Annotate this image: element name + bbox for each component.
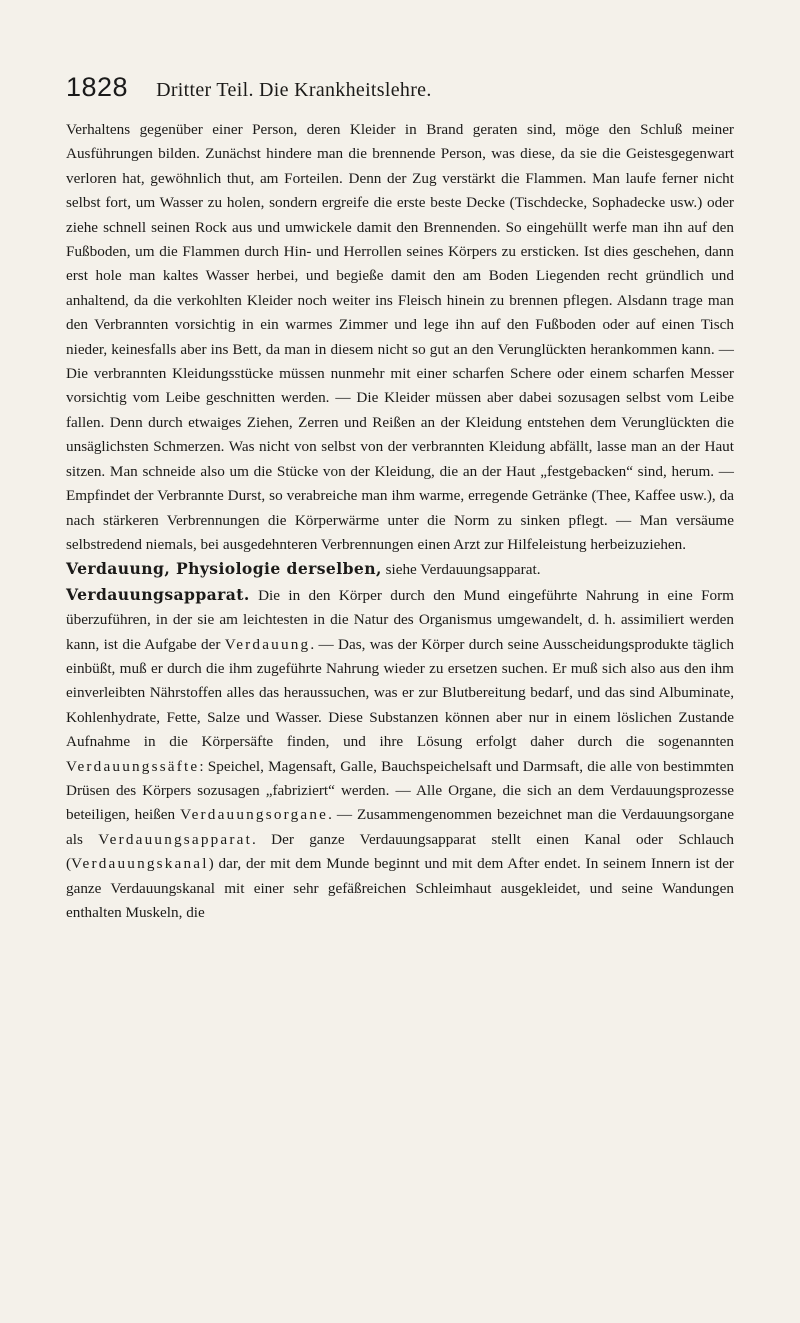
- page-header: [66, 72, 734, 112]
- cross-reference-text: siehe Verdauungsapparat.: [381, 561, 541, 579]
- emphasis-verdauungsorgane: Verdauungsorgane: [180, 806, 329, 824]
- entry-verdauungsapparat: [66, 583, 734, 926]
- body-text: [66, 118, 734, 925]
- entry-text-part-5: . Der ganze Verdauungsapparat stellt einen Kanal oder Schlauch (: [66, 830, 734, 873]
- emphasis-verdauungsapparat: Verdauungsapparat: [98, 830, 252, 848]
- emphasis-verdauung: Verdauung: [224, 635, 311, 653]
- entry-text-part-4: . — Zusammengenommen bezeichnet man die Verdauungsorgane als: [66, 806, 734, 848]
- headword-verdauungsapparat: Verdauungsapparat.: [66, 584, 250, 604]
- paragraph-burn-first-aid: Verhaltens gegenüber einer Person, deren Kleider in Brand geraten sind, möge den Schluß meiner Ausführungen bilden. Zunächst hindere man die brennende Person, was diese, da sie die Geistesgegenwart verloren hat, gewöhnlich thut, am Forteilen. Denn der Zug verstärkt die Flammen. Man laufe ferner nicht selbst fort, um Wasser zu holen, sondern ergreife die erste beste Decke (Tischdecke, Sophadecke usw.) oder ziehe schnell seinen Rock aus und umwickele damit den Brennenden. So eingehüllt werfe man ihn auf den Fußboden, um die Flammen durch Hin- und Herrollen seines Körpers zu ersticken. Ist dies geschehen, dann erst hole man kaltes Wasser herbei, und begieße damit den am Boden Liegenden recht gründlich und anhaltend, da die verkohlten Kleider noch weiter ins Fleisch hinein zu brennen pflegen. Alsdann trage man den Verbrannten vorsichtig in ein warmes Zimmer und lege ihn auf den Fußboden oder auf einen Tisch nieder, keinesfalls aber ins Bett, da man in diesem nicht so gut an den Verunglückten herankommen kann. — Die verbrannten Kleidungsstücke müssen nunmehr mit einer scharfen Schere oder einem scharfen Messer vorsichtig vom Leibe geschnitten werden. — Die Kleider müssen aber dabei sozusagen selbst vom Leibe fallen. Denn durch etwaiges Ziehen, Zerren und Reißen an der Kleidung entstehen dem Verunglückten die unsäglichsten Schmerzen. Was nicht von selbst von der verbrannten Kleidung abfällt, lasse man an der Haut sitzen. Man schneide also um die Stücke von der Kleidung, die an der Haut „festgebacken“ sind, herum. — Empfindet der Verbrannte Durst, so verabreiche man ihm warme, erregende Getränke (Thee, Kaffee usw.), da nach stärkeren Verbrennungen die Körperwärme unter die Norm zu sinken pflegt. — Man versäume selbstredend niemals, bei ausgedehnteren Verbrennungen einen Arzt zur Hilfeleistung herbeizuziehen.: [66, 121, 734, 553]
- entry-text-part-6: ) dar, der mit dem Munde beginnt und mit dem After endet. In seinem Innern ist der ganze Verdauungskanal mit einer sehr gefäßreichen Schleimhaut ausgekleidet, und seine Wandungen enthalten Muskeln, die: [66, 855, 734, 921]
- emphasis-verdauungssaefte: Verdauungssäfte: [66, 757, 200, 775]
- page-number: 1828: [66, 72, 129, 102]
- running-head: Dritter Teil. Die Krankheitslehre.: [156, 79, 432, 101]
- entry-text-part-3: : Speichel, Magensaft, Galle, Bauchspeichelsaft und Darmsaft, die alle von bestimmten Drüsen des Körpers sozusagen „fabriziert“ werden. — Alle Organe, die sich an dem Verdauungsprozesse beteiligen, heißen: [66, 757, 734, 824]
- entry-text-part-2: . — Das, was der Körper durch seine Ausscheidungsprodukte täglich einbüßt, muß er durch die ihm zugeführte Nahrung wieder zu ersetzen suchen. Er muß sich also aus den ihm einverleibten Nährstoffen alles das heraussuchen, was er zur Blutbereitung bedarf, und das sind Albuminate, Kohlenhydrate, Fette, Salze und Wasser. Diese Substanzen können aber nur in einem löslichen Zustande Aufnahme in die Körpersäfte finden, und ihre Lösung erfolgt daher durch die sogenannten: [66, 635, 734, 751]
- headword-verdauung: Verdauung, Physiologie derselben,: [66, 559, 382, 579]
- emphasis-verdauungskanal: Verdauungskanal: [71, 855, 209, 873]
- entry-text-part-1: Die in den Körper durch den Mund eingeführte Nahrung in eine Form überzuführen, in der sie am leichtesten in die Natur des Organismus umgewandelt, d. h. assimiliert werden kann, ist die Aufgabe der: [66, 586, 734, 653]
- entry-verdauung-physiologie: [66, 557, 734, 582]
